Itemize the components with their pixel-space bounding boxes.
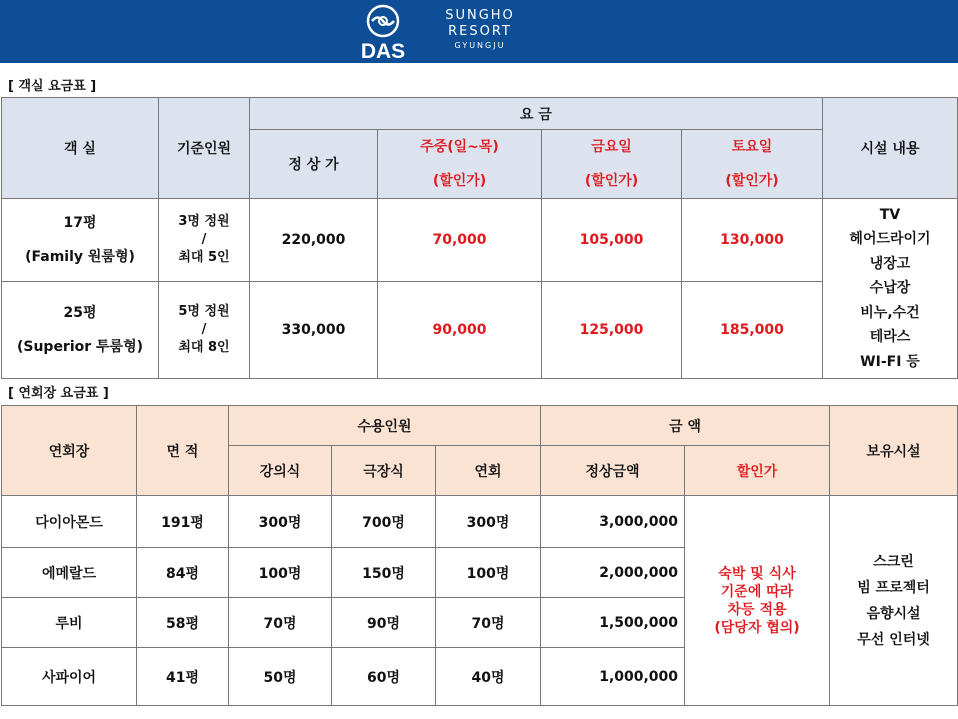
hall-section-title: [ 연회장 요금표 ] [8,386,109,401]
saturday-header [682,130,823,199]
banquet-capacity: 40명 [436,648,541,706]
rate-group-header: 요 금 [250,98,823,130]
capacity-standard: 3명 정원 [178,214,230,229]
regular-price-header: 정상금액 [541,446,685,496]
area-header: 면 적 [137,406,229,496]
friday-label: 금요일 [591,139,632,155]
discount-header: 할인가 [685,446,830,496]
hall-header: 연회장 [2,406,137,496]
weekday-discount-label: (할인가) [432,173,487,189]
regular-price-cell: 220,000 [250,199,378,282]
discount-note-line: (담당자 협의) [714,619,800,636]
facility-item: 헤어드라이기 [849,231,931,248]
capacity-standard: 5명 정원 [178,304,230,319]
theater-capacity: 700명 [332,496,436,548]
room-type: (Superior 투룸형) [16,339,144,355]
equipment-item: 빔 프로젝터 [857,579,930,596]
equipment-item: 스크린 [873,553,914,570]
lecture-capacity: 300명 [229,496,332,548]
saturday-price-cell: 130,000 [682,199,823,282]
capacity-max: 최대 5인 [178,250,230,265]
discount-note-cell [685,496,830,706]
weekday-label: 주중(일~목) [420,139,499,155]
weekday-header [378,130,542,199]
banquet-capacity: 70명 [436,598,541,648]
equipment-header: 보유시설 [830,406,958,496]
facility-item: WI-FI 등 [860,353,920,370]
hall-area: 58평 [137,598,229,648]
hall-name: 루비 [2,598,137,648]
regular-price-cell: 330,000 [250,282,378,379]
weekday-price-cell: 70,000 [378,199,542,282]
facility-item: 비누,수건 [860,304,920,321]
saturday-price-cell: 185,000 [682,282,823,379]
friday-discount-label: (할인가) [584,173,639,189]
facilities-header: 시설 내용 [823,98,958,199]
capacity-slash: / [201,232,207,247]
discount-note-line: 숙박 및 식사 [718,565,796,582]
capacity-group-header: 수용인원 [229,406,541,446]
header-banner [0,0,958,63]
equipment-item: 음향시설 [866,605,921,622]
das-logo-icon [348,4,418,60]
regular-price: 2,000,000 [541,548,685,598]
brand-line2: RESORT [448,24,512,39]
room-size: 17평 [63,215,97,231]
weekday-price-cell: 90,000 [378,282,542,379]
equipment-item: 무선 인터넷 [857,631,930,648]
table-row [2,496,958,548]
room-section-title: [ 객실 요금표 ] [8,79,97,94]
banquet-header: 연회 [436,446,541,496]
capacity-max: 최대 8인 [178,340,230,355]
hall-area: 191평 [137,496,229,548]
logo-das-text: DAS [360,40,406,60]
theater-header: 극장식 [332,446,436,496]
room-header: 객 실 [2,98,159,199]
theater-capacity: 60명 [332,648,436,706]
capacity-cell [159,282,250,379]
friday-price-cell: 105,000 [542,199,682,282]
regular-price: 1,500,000 [541,598,685,648]
lecture-capacity: 70명 [229,598,332,648]
room-type-cell [2,199,159,282]
banquet-capacity: 100명 [436,548,541,598]
price-group-header: 금 액 [541,406,830,446]
brand-name [425,8,535,52]
regular-price-header: 정 상 가 [250,130,378,199]
table-row [2,199,958,282]
hall-area: 84평 [137,548,229,598]
capacity-cell [159,199,250,282]
theater-capacity: 150명 [332,548,436,598]
room-size: 25평 [63,305,97,321]
room-type-cell [2,282,159,379]
hall-name: 에메랄드 [2,548,137,598]
hall-rate-table [1,405,958,706]
hall-name: 다이아몬드 [2,496,137,548]
brand-line3: GYUNGJU [454,41,506,50]
lecture-header: 강의식 [229,446,332,496]
discount-note-line: 차등 적용 [727,601,787,618]
banquet-capacity: 300명 [436,496,541,548]
room-type: (Family 원룸형) [25,249,135,265]
facilities-cell [823,199,958,379]
table-row [2,282,958,379]
room-rate-table [1,97,958,379]
saturday-discount-label: (할인가) [725,173,779,189]
lecture-capacity: 50명 [229,648,332,706]
facility-item: 냉장고 [869,255,911,272]
hall-name: 사파이어 [2,648,137,706]
facility-item: TV [879,206,901,223]
capacity-slash: / [201,322,207,337]
regular-price: 3,000,000 [541,496,685,548]
saturday-label: 토요일 [731,139,773,155]
theater-capacity: 90명 [332,598,436,648]
regular-price: 1,000,000 [541,648,685,706]
hall-area: 41평 [137,648,229,706]
friday-header [542,130,682,199]
brand-line1: SUNGHO [445,8,515,23]
lecture-capacity: 100명 [229,548,332,598]
facility-item: 테라스 [869,329,911,346]
friday-price-cell: 125,000 [542,282,682,379]
facility-item: 수납장 [869,280,911,297]
equipment-cell [830,496,958,706]
discount-note-line: 기준에 따라 [720,583,794,600]
capacity-header: 기준인원 [159,98,250,199]
